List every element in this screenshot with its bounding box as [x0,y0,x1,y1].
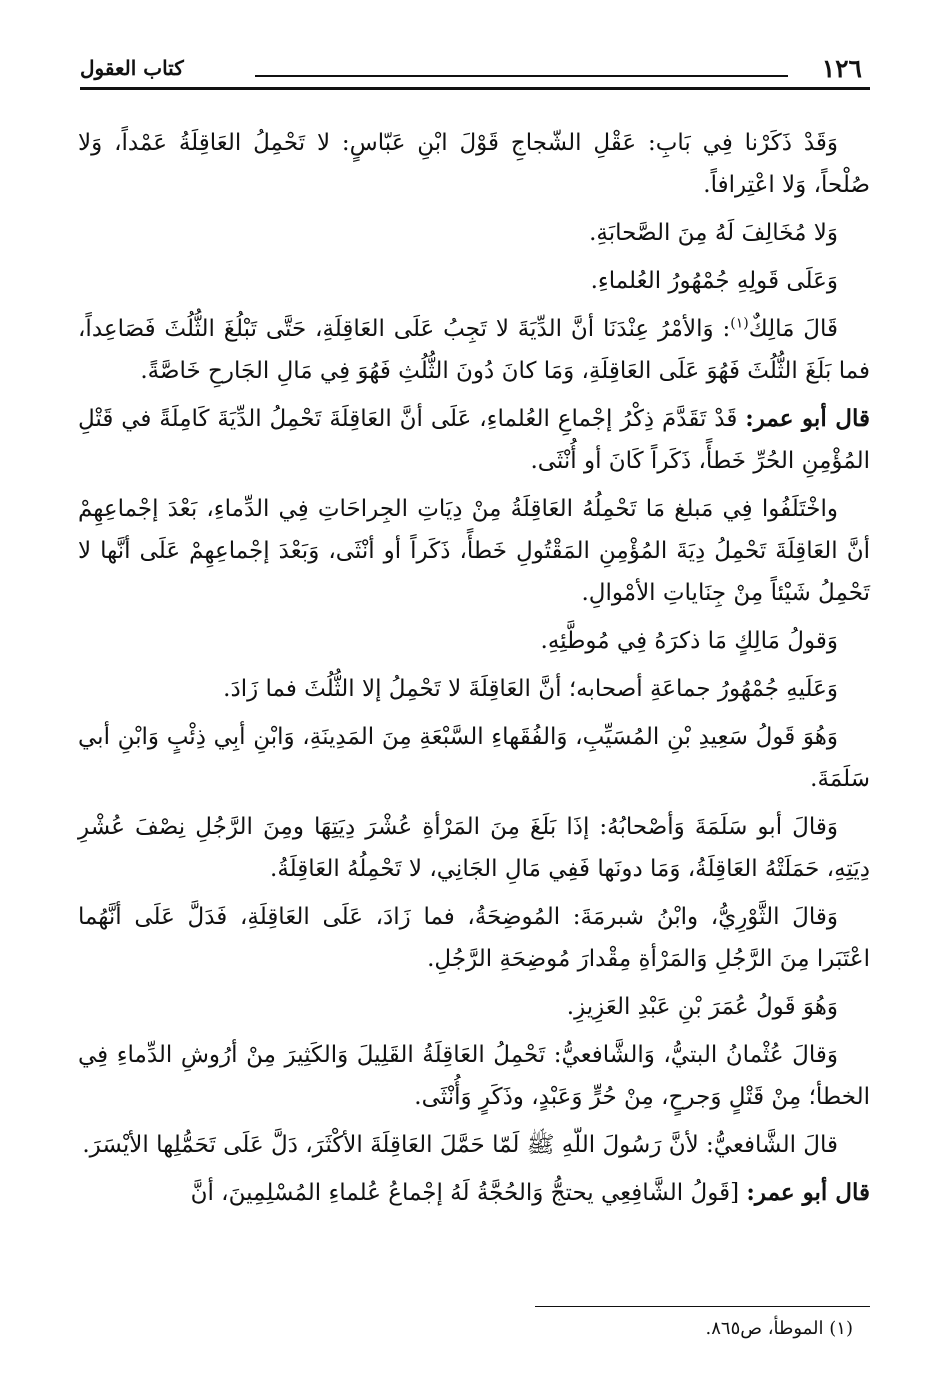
paragraph: وَلا مُخَالِفَ لَهُ مِنَ الصَّحابَةِ. [589,220,838,246]
speaker-lead: قال أبو عمر: [746,1179,870,1206]
main-text [78,122,870,1220]
paragraph: وَعَلَى قَولِهِ جُمْهُورُ العُلماءِ. [590,268,838,294]
footnote-rule [535,1306,870,1307]
paragraph: وَهُوَ قَولُ عُمَرَ بْنِ عَبْدِ العَزِيزِ. [566,994,838,1020]
book-title: كتاب العقول [80,56,184,80]
paragraph: قالَ الشَّافعيُّ: لأنَّ رَسُولَ اللّهِ ﷺ لَمّا حَمَّلَ العَاقِلَةَ الأكْثَرَ، دَلَّ عَلَى تَحَمُّلِها الأيْسَرَ. [82,1132,838,1158]
header-rule [80,87,870,90]
page-header [80,50,870,90]
header-dash-line [255,75,788,77]
paragraph: وَقالَ الثَّوْرِيُّ، وابْنُ شبرمَةَ: المُوضِحَةُ، فما زَادَ، عَلَى العَاقِلَةِ، فَدَلَّ عَلَى أنَّهُما اعْتَبَرا مِنَ الرَّجُلِ وَالمَرْأةِ مِقْدارَ مُوضِحَةِ الرَّجُلِ. [78,904,870,972]
paragraph: قَالَ مَالِكٌ$^{(١)}$: وَالأمْرُ عِنْدَنَا أنَّ الدِّيَةَ لا تَجِبُ عَلَى العَاقِلَةِ، حَتَّى تَبْلُغَ الثُّلُثَ فَصَاعِداً، فما بَلَغَ الثُّلُثَ فَهُوَ عَلَى العَاقِلَةِ، وَمَا كانَ دُونَ الثُّلُثِ فَهُوَ فِي مَالِ الجَارحِ خَاصَّةً. [78,315,870,384]
footnote-reference: (١) [730,315,749,332]
paragraph: وَقالَ عُثْمانُ البتيُّ، وَالشَّافعيُّ: تَحْمِلُ العَاقِلَةُ القَلِيلَ وَالكَثِيرَ مِنْ أرُوشِ الدِّماءِ فِي الخطأ؛ مِنْ قَتْلٍ وَجرحٍ، مِنْ حُرٍّ وَعَبْدٍ، وذَكَرٍ وَأُنْثَى. [78,1042,870,1110]
page-number: ١٢٦ [821,54,862,83]
paragraph: وَقالَ أبو سَلَمَةَ وَأصْحابُهُ: إذَا بَلَغَ مِنَ المَرْأةِ عُشْرَ دِيَتِهَا ومِنَ الرَّجُلِ نِصْفَ عُشْرِ دِيَتِهِ، حَمَلَتْهُ العَاقِلَةُ، وَمَا دونَها فَفِي مَالِ الجَانِي، لا تَحْمِلُهُ العَاقِلَةُ. [78,814,870,882]
paragraph: واخْتَلَفُوا فِي مَبلغ مَا تَحْمِلُهُ العَاقِلَةُ مِنْ دِيَاتِ الجِراحَاتِ فِي الدِّماءِ، بَعْدَ إجْماعِهِمْ أنَّ العَاقِلَةَ تَحْمِلُ دِيَةَ المُؤْمِنِ المَقْتُولِ خَطأً، ذَكَراً أو أنْثَى، وَبَعْدَ إجْماعِهِمْ عَلَى أنَّها لا تَحْمِلُ شَيْئاً مِنْ جِنَاياتِ الأمْوالِ. [78,496,870,606]
footnote: (١) الموطأ، ص٨٦٥. [705,1318,853,1339]
paragraph: وَهُوَ قَولُ سَعِيدِ بْنِ المُسَيِّبِ، وَالفُقَهاءِ السَّبْعَةِ مِنَ المَدِينَةِ، وَابْنِ أبِي ذِئْبٍ وَابْنِ أبي سَلَمَةَ. [78,724,870,792]
paragraph: قال أبو عمر: قَدْ تَقَدَّمَ ذِكْرُ إجْماعِ العُلماءِ، عَلَى أنَّ العَاقِلَةَ تَحْمِلُ الدِّيَةَ كَامِلَةً في قَتْلِ المُؤْمِنِ الحُرِّ خَطأً، ذَكَراً كَانَ أو أُنْثَى. [78,405,871,474]
paragraph: قال أبو عمر: [قَولُ الشَّافِعِي يحتجُّ وَالحُجَّةُ لَهُ إجْماعُ عُلماءِ المُسْلِمِينَ، أنَّ [190,1179,870,1206]
speaker-lead: قال أبو عمر: [745,405,871,432]
paragraph: وَقولُ مَالِكٍ مَا ذكرَهُ فِي مُوطَّئِهِ. [540,628,838,654]
paragraph: وَقَدْ ذَكَرْنا فِي بَابِ: عَقْلِ الشّجاجِ قَوْلَ ابْنِ عَبّاسٍ: لا تَحْمِلُ العَاقِلَةُ عَمْداً، وَلا صُلْحاً، وَلا اعْتِرافاً. [78,130,870,198]
paragraph: وَعَلَيهِ جُمْهُورُ جماعَةِ أصحابه؛ أنَّ العَاقِلَةَ لا تَحْمِلُ إلا الثُّلُثَ فما زَادَ. [223,676,838,702]
